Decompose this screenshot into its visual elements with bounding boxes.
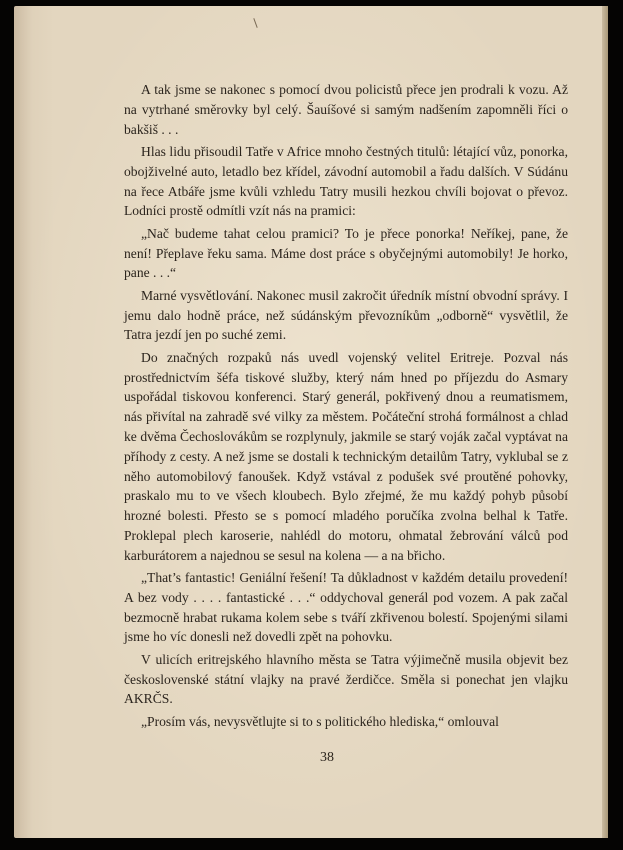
pencil-mark	[253, 18, 257, 28]
paragraph: V ulicích eritrejského hlavního města se Tatra výjimečně musila objevit bez československé státní vlajky na pravé žerdičce. Směla si ponechat jen vlajku AKRČS.	[124, 651, 568, 707]
paragraph: Hlas lidu přisoudil Tatře v Africe mnoho čestných titulů: létající vůz, ponorka, obojživelné auto, letadlo bez křídel, závodní automobil a řadu dalších. V Súdánu na řece Atbáře jsme kvůli vzhledu Tatry musili hezkou chvíli bojovat o převoz. Lodníci prostě odmítli vzít nás na pramici:	[124, 143, 568, 219]
paragraph: „That’s fantastic! Geniální řešení! Ta důkladnost v každém detailu provedení! A bez vody . . . . fantastické . . .“ oddychoval generál pod vozem. A pak začal bezmocně hrabat rukama kolem sebe s tváří zkřivenou bolestí. Spojenými silami jsme ho víc donesli než dovedli zpět na pohovku.	[124, 570, 568, 645]
paragraph: „Prosím vás, nevysvětlujte si to s politického hlediska,“ omlouval	[141, 713, 499, 729]
page-edge	[602, 6, 608, 838]
paragraph: Marné vysvětlování. Nakonec musil zakročit úředník místní obvodní správy. I jemu dalo hodně práce, než súdánským převozníkům „odborně“ vysvětlil, že Tatra jezdí jen po suché zemi.	[124, 287, 568, 343]
paragraph: A tak jsme se nakonec s pomocí dvou policistů přece jen prodrali k vozu. Až na vytrhané směrovky byl celý. Šauíšové si samým nadšením zapomněli říci o bakšiš . . .	[124, 82, 568, 137]
book-page	[14, 6, 608, 838]
page-number: 38	[320, 750, 334, 765]
paragraph: „Nač budeme tahat celou pramici? To je přece ponorka! Neříkej, pane, že není! Přeplave řeku sama. Máme dost práce s obyčejnými automobily! Je horko, pane . . .“	[124, 225, 568, 281]
body-text	[124, 80, 568, 734]
paragraph: Do značných rozpaků nás uvedl vojenský velitel Eritreje. Pozval nás prostřednictvím šéfa tiskové služby, který nám hned po příjezdu do Asmary uspořádal tiskovou konferenci. Starý generál, pokřivený dnou a reumatismem, nás přivítal na zahradě své vilky za městem. Počáteční strohá formálnost a chlad ke dvěma Čechoslovákům se rozplynuly, jakmile se starý voják začal vyptávat na příhody z cesty. A než jsme se dostali k technickým detailům Tatry, vyklubal se z něho automobilový fanoušek. Když vstával z podušek své proutěné pohovky, praskalo mu to ve všech kloubech. Bylo zřejmé, že mu každý pohyb působí hrozné bolesti. Přesto se s pomocí mladého poručíka zvolna belhal k Tatře. Proklepal plech karoserie, nahlédl do motoru, ohmatal žebrování válců pod karburátorem a najednou se sesul na kolena — a na břicho.	[124, 349, 568, 563]
